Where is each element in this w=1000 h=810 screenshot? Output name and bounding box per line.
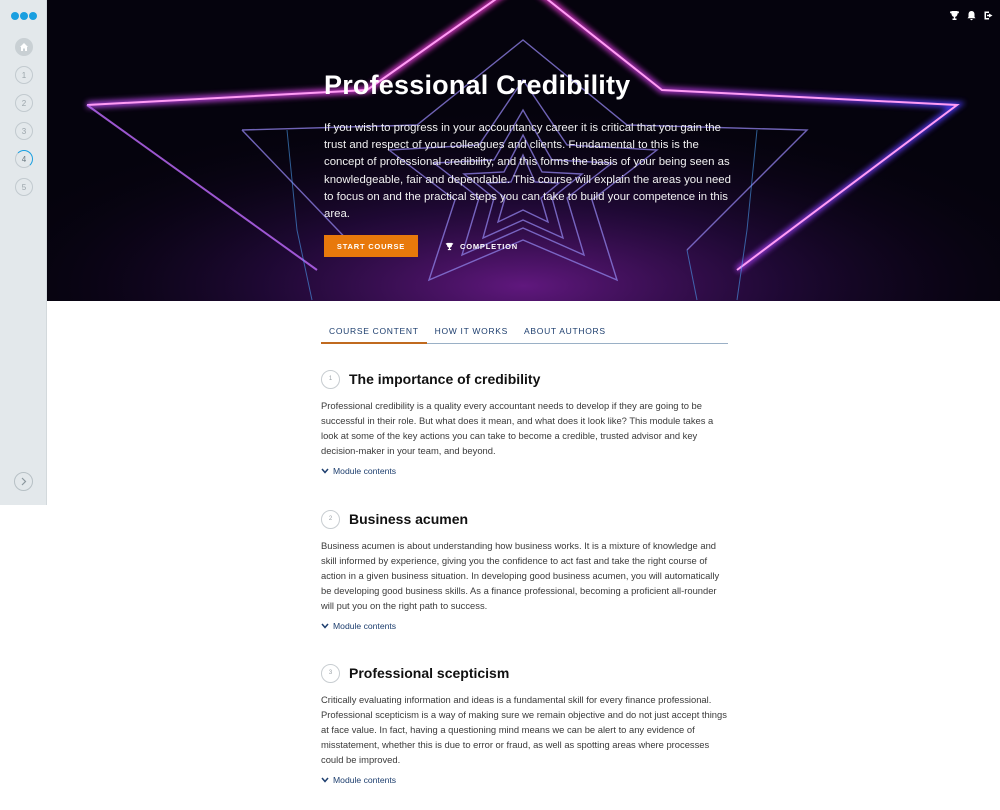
tab-how-it-works[interactable]: HOW IT WORKS bbox=[434, 326, 509, 336]
chevron-right-icon[interactable] bbox=[14, 472, 33, 491]
sidebar-item-2[interactable]: 2 bbox=[15, 94, 33, 112]
chevron-down-icon bbox=[321, 777, 329, 783]
chevron-down-icon bbox=[321, 623, 329, 629]
module-description: Professional credibility is a quality every accountant needs to develop if they are going to be successful in their role. But what does it mean, and what does it look like? This module takes a look at some of the key actions you can take to become a credible, trusted advisor and key decision-maker in your team, and beyond. bbox=[321, 400, 714, 456]
module-number: 2 bbox=[321, 510, 340, 529]
sidebar-item-1[interactable]: 1 bbox=[15, 66, 33, 84]
module-number: 3 bbox=[321, 664, 340, 683]
module-contents-toggle[interactable] bbox=[321, 621, 731, 631]
module-number: 1 bbox=[321, 370, 340, 389]
sidebar-item-5[interactable]: 5 bbox=[15, 178, 33, 196]
brand-dots-icon[interactable] bbox=[11, 12, 37, 21]
tab-course-content[interactable]: COURSE CONTENT bbox=[321, 323, 427, 344]
module-header bbox=[321, 509, 731, 529]
module-contents-label: Module contents bbox=[333, 775, 397, 785]
sidebar-item-4[interactable]: 4 bbox=[15, 150, 33, 168]
module-contents-toggle[interactable] bbox=[321, 466, 731, 476]
course-description: If you wish to progress in your accountancy career it is critical that you gain the trust and respect of your colleagues and clients. Fundamental to this is the concept of professional credibility, and this forms the basis of your being seen as knowledgeable, fair and dependable. This course will explain the areas you need to focus on and the practical steps you can take to build your competence in this area. bbox=[324, 122, 731, 221]
module-title: Professional scepticism bbox=[349, 665, 510, 681]
hero-banner bbox=[47, 0, 1000, 301]
home-icon[interactable] bbox=[15, 38, 33, 56]
logout-icon[interactable] bbox=[983, 8, 994, 19]
completion-button[interactable] bbox=[445, 242, 518, 251]
module-header bbox=[321, 663, 731, 683]
module-description: Critically evaluating information and ideas is a fundamental skill for every finance professional. Professional scepticism is a way of making sure we remain objective and do not just accept things at face value. In fact, having a questioning mind means we can be alert to any evidence of misstatement, whether this is due to error or fraud, as well as spotting areas where processes could be improved. bbox=[321, 694, 727, 765]
hero-actions bbox=[324, 235, 518, 257]
trophy-icon bbox=[445, 242, 454, 251]
module-card bbox=[321, 509, 731, 631]
trophy-icon[interactable] bbox=[949, 8, 960, 19]
sidebar bbox=[0, 0, 47, 505]
module-title: Business acumen bbox=[349, 511, 469, 527]
module-header bbox=[321, 369, 731, 389]
module-card bbox=[321, 369, 731, 476]
module-title: The importance of credibility bbox=[349, 371, 541, 387]
chevron-down-icon bbox=[321, 468, 329, 474]
bell-icon[interactable] bbox=[966, 8, 977, 19]
tab-about-authors[interactable]: ABOUT AUTHORS bbox=[524, 326, 606, 336]
hero-content bbox=[324, 70, 734, 223]
module-contents-label: Module contents bbox=[333, 621, 397, 631]
header-icons bbox=[949, 8, 994, 19]
start-course-button[interactable]: START COURSE bbox=[324, 235, 418, 257]
module-card bbox=[321, 663, 731, 785]
module-description: Business acumen is about understanding how business works. It is a mixture of knowledge and skill informed by experience, giving you the confidence to act fast and take the right course of action in a given business situation. In developing good business acumen, you will automatically be developing good business skills. As a finance professional, becoming a proficient all-rounder will put you on the right path to success. bbox=[321, 540, 720, 611]
module-contents-label: Module contents bbox=[333, 466, 397, 476]
sidebar-item-3[interactable]: 3 bbox=[15, 122, 33, 140]
module-contents-toggle[interactable] bbox=[321, 775, 731, 785]
completion-label: COMPLETION bbox=[460, 241, 518, 251]
content-tabs bbox=[321, 323, 728, 344]
page-title: Professional Credibility bbox=[324, 70, 631, 100]
